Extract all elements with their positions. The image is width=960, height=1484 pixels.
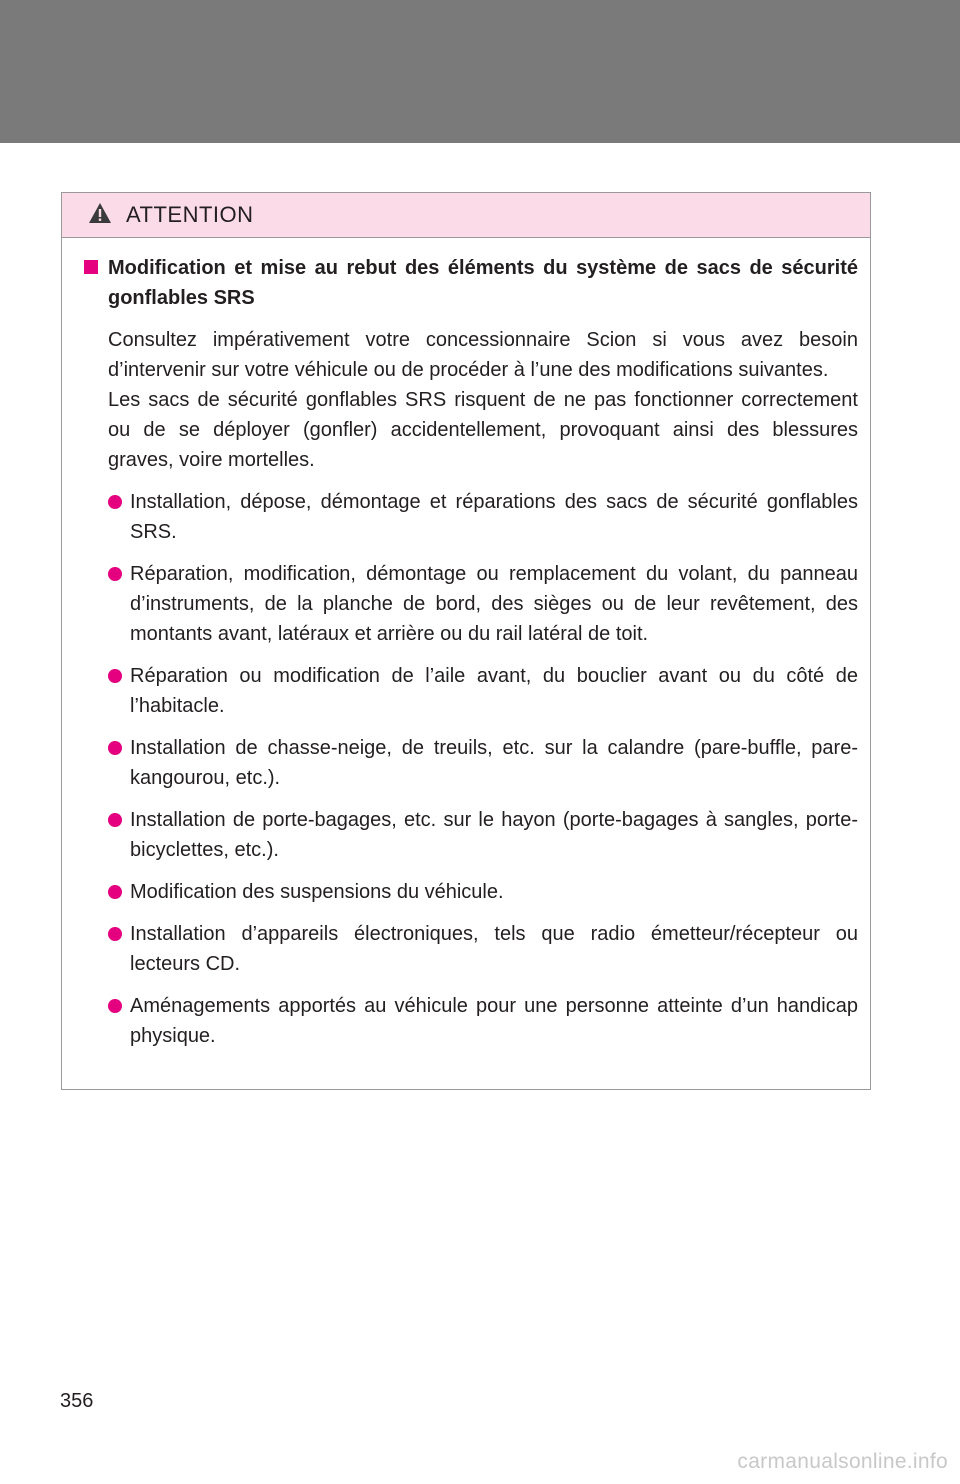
list-item-text: Modification des suspensions du véhicule. [130, 881, 504, 903]
modification-list [84, 487, 858, 1051]
page-number: 356 [60, 1390, 94, 1412]
warning-body [84, 253, 858, 1051]
list-item [84, 559, 858, 649]
intro-paragraph-2: Les sacs de sécurité gonflables SRS risquent de ne pas fonctionner correctement ou de se déployer (gonfler) accidentellement, provoquant ainsi des blessures graves, voire mortelles. [108, 389, 858, 471]
list-item-text: Installation, dépose, démontage et réparations des sacs de sécurité gonflables SRS. [130, 491, 858, 543]
bullet-dot-icon [108, 495, 122, 509]
warning-box [61, 192, 871, 1090]
section-heading-row [84, 253, 858, 313]
bullet-dot-icon [108, 567, 122, 581]
warning-header [62, 193, 870, 238]
bullet-dot-icon [108, 999, 122, 1013]
square-bullet-icon [84, 260, 98, 274]
list-item-text: Installation d’appareils électroniques, tels que radio émetteur/récepteur ou lecteurs CD. [130, 923, 858, 975]
list-item [84, 661, 858, 721]
intro-paragraph-1: Consultez impérativement votre concessionnaire Scion si vous avez besoin d’intervenir sur votre véhicule ou de procéder à l’une des modifications suivantes. [108, 329, 858, 381]
bullet-dot-icon [108, 669, 122, 683]
list-item [84, 919, 858, 979]
list-item-text: Installation de chasse-neige, de treuils, etc. sur la calandre (pare-buffle, pare-kangourou, etc.). [130, 737, 858, 789]
list-item-text: Réparation ou modification de l’aile avant, du bouclier avant ou du côté de l’habitacle. [130, 665, 858, 717]
list-item-text: Aménagements apportés au véhicule pour une personne atteinte d’un handicap physique. [130, 995, 858, 1047]
list-item [84, 733, 858, 793]
bullet-dot-icon [108, 927, 122, 941]
section-heading: Modification et mise au rebut des éléments du système de sacs de sécurité gonflables SRS [108, 257, 858, 309]
top-band [0, 0, 960, 143]
warning-title: ATTENTION [126, 202, 254, 227]
bullet-dot-icon [108, 813, 122, 827]
warning-triangle-icon [88, 202, 112, 224]
watermark-text: carmanualsonline.info [737, 1450, 948, 1473]
bullet-dot-icon [108, 741, 122, 755]
bullet-dot-icon [108, 885, 122, 899]
list-item [84, 991, 858, 1051]
list-item-text: Installation de porte-bagages, etc. sur le hayon (porte-bagages à sangles, porte-bicyclettes, etc.). [130, 809, 858, 861]
list-item-text: Réparation, modification, démontage ou remplacement du volant, du panneau d’instruments, de la planche de bord, des sièges ou de leur revêtement, des montants avant, latéraux et arrière ou du rail latéral de toit. [130, 563, 858, 645]
list-item [84, 877, 858, 907]
list-item [84, 805, 858, 865]
list-item [84, 487, 858, 547]
